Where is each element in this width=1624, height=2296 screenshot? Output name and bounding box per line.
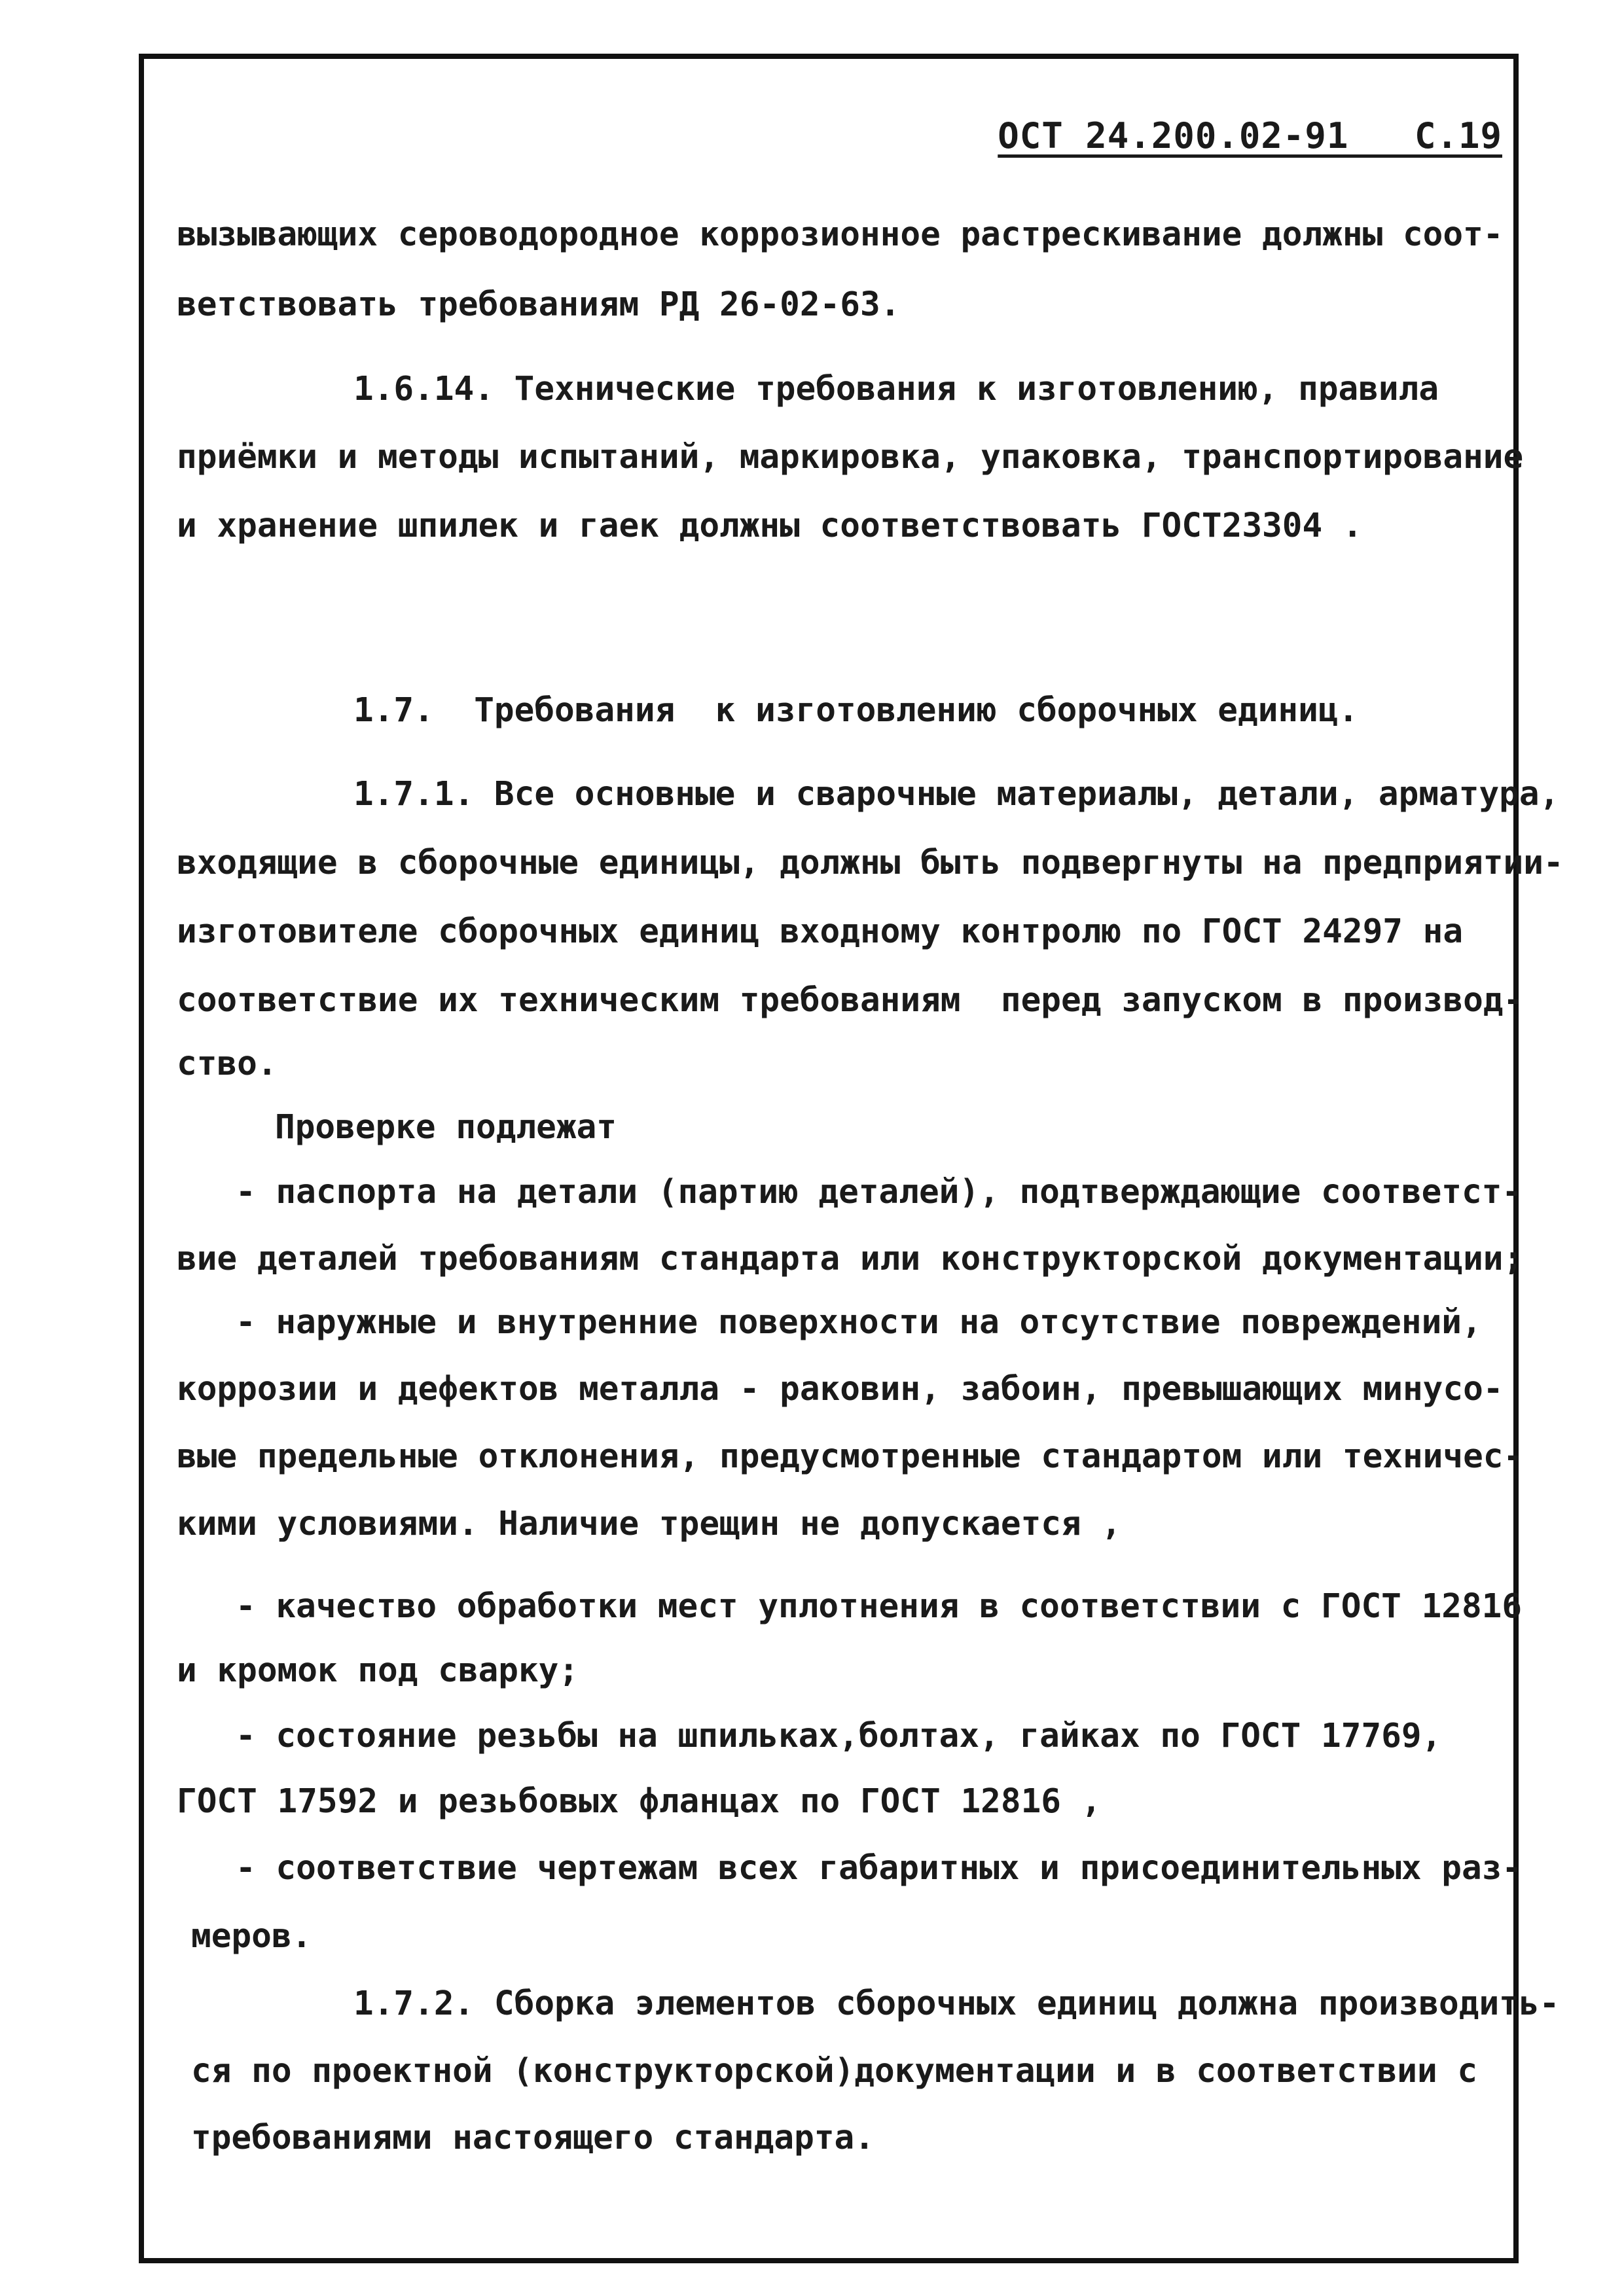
- document-header: ОСТ 24.200.02-91 С.19: [998, 115, 1502, 156]
- list-item: - соответствие чертежам всех габаритных и присоединительных раз-: [236, 1849, 1523, 1888]
- list-item: - наружные и внутренние поверхности на отсутствие повреждений,: [236, 1303, 1482, 1342]
- text-line: вие деталей требованиям стандарта или конструкторской документации;: [177, 1240, 1524, 1278]
- text-line: соответствие их техническим требованиям перед запуском в производ-: [177, 981, 1524, 1020]
- paragraph-1-7-2: 1.7.2. Сборка элементов сборочных единиц должна производить-: [353, 1984, 1560, 2023]
- section-heading-1-7: 1.7. Требования к изготовлению сборочных единиц.: [353, 691, 1359, 730]
- paragraph-1-6-14: 1.6.14. Технические требования к изготовлению, правила: [353, 370, 1439, 408]
- text-line: ГОСТ 17592 и резьбовых фланцах по ГОСТ 12816 ,: [177, 1782, 1102, 1821]
- paragraph-1-7-1: 1.7.1. Все основные и сварочные материалы, детали, арматура,: [353, 775, 1560, 814]
- text-line: и кромок под сварку;: [177, 1651, 579, 1690]
- text-line: приёмки и методы испытаний, маркировка, упаковка, транспортирование: [177, 438, 1524, 476]
- list-item: - состояние резьбы на шпильках,болтах, гайках по ГОСТ 17769,: [236, 1717, 1442, 1755]
- text-line: ство.: [177, 1045, 278, 1083]
- text-line: изготовителе сборочных единиц входному контролю по ГОСТ 24297 на: [177, 912, 1464, 951]
- text-line: вызывающих сероводородное коррозионное растрескивание должны соот-: [177, 215, 1504, 254]
- text-line: входящие в сборочные единицы, должны быть подвергнуты на предприятии-: [177, 844, 1564, 882]
- text-line: и хранение шпилек и гаек должны соответствовать ГОСТ23304 .: [177, 507, 1363, 545]
- text-line: требованиями настоящего стандарта.: [191, 2119, 875, 2157]
- text-line: ся по проектной (конструкторской)документации и в соответствии с: [191, 2052, 1478, 2090]
- text-line: вые предельные отклонения, предусмотренные стандартом или техничес-: [177, 1437, 1524, 1476]
- text-line: меров.: [191, 1917, 312, 1956]
- list-intro: Проверке подлежат: [275, 1108, 617, 1147]
- text-line: коррозии и дефектов металла - раковин, забоин, превышающих минусо-: [177, 1370, 1504, 1408]
- list-item: - качество обработки мест уплотнения в соответствии с ГОСТ 12816: [236, 1587, 1523, 1626]
- list-item: - паспорта на детали (партию деталей), подтверждающие соответст-: [236, 1173, 1523, 1211]
- text-line: ветствовать требованиям РД 26-02-63.: [177, 285, 901, 324]
- text-line: кими условиями. Наличие трещин не допускается ,: [177, 1505, 1122, 1543]
